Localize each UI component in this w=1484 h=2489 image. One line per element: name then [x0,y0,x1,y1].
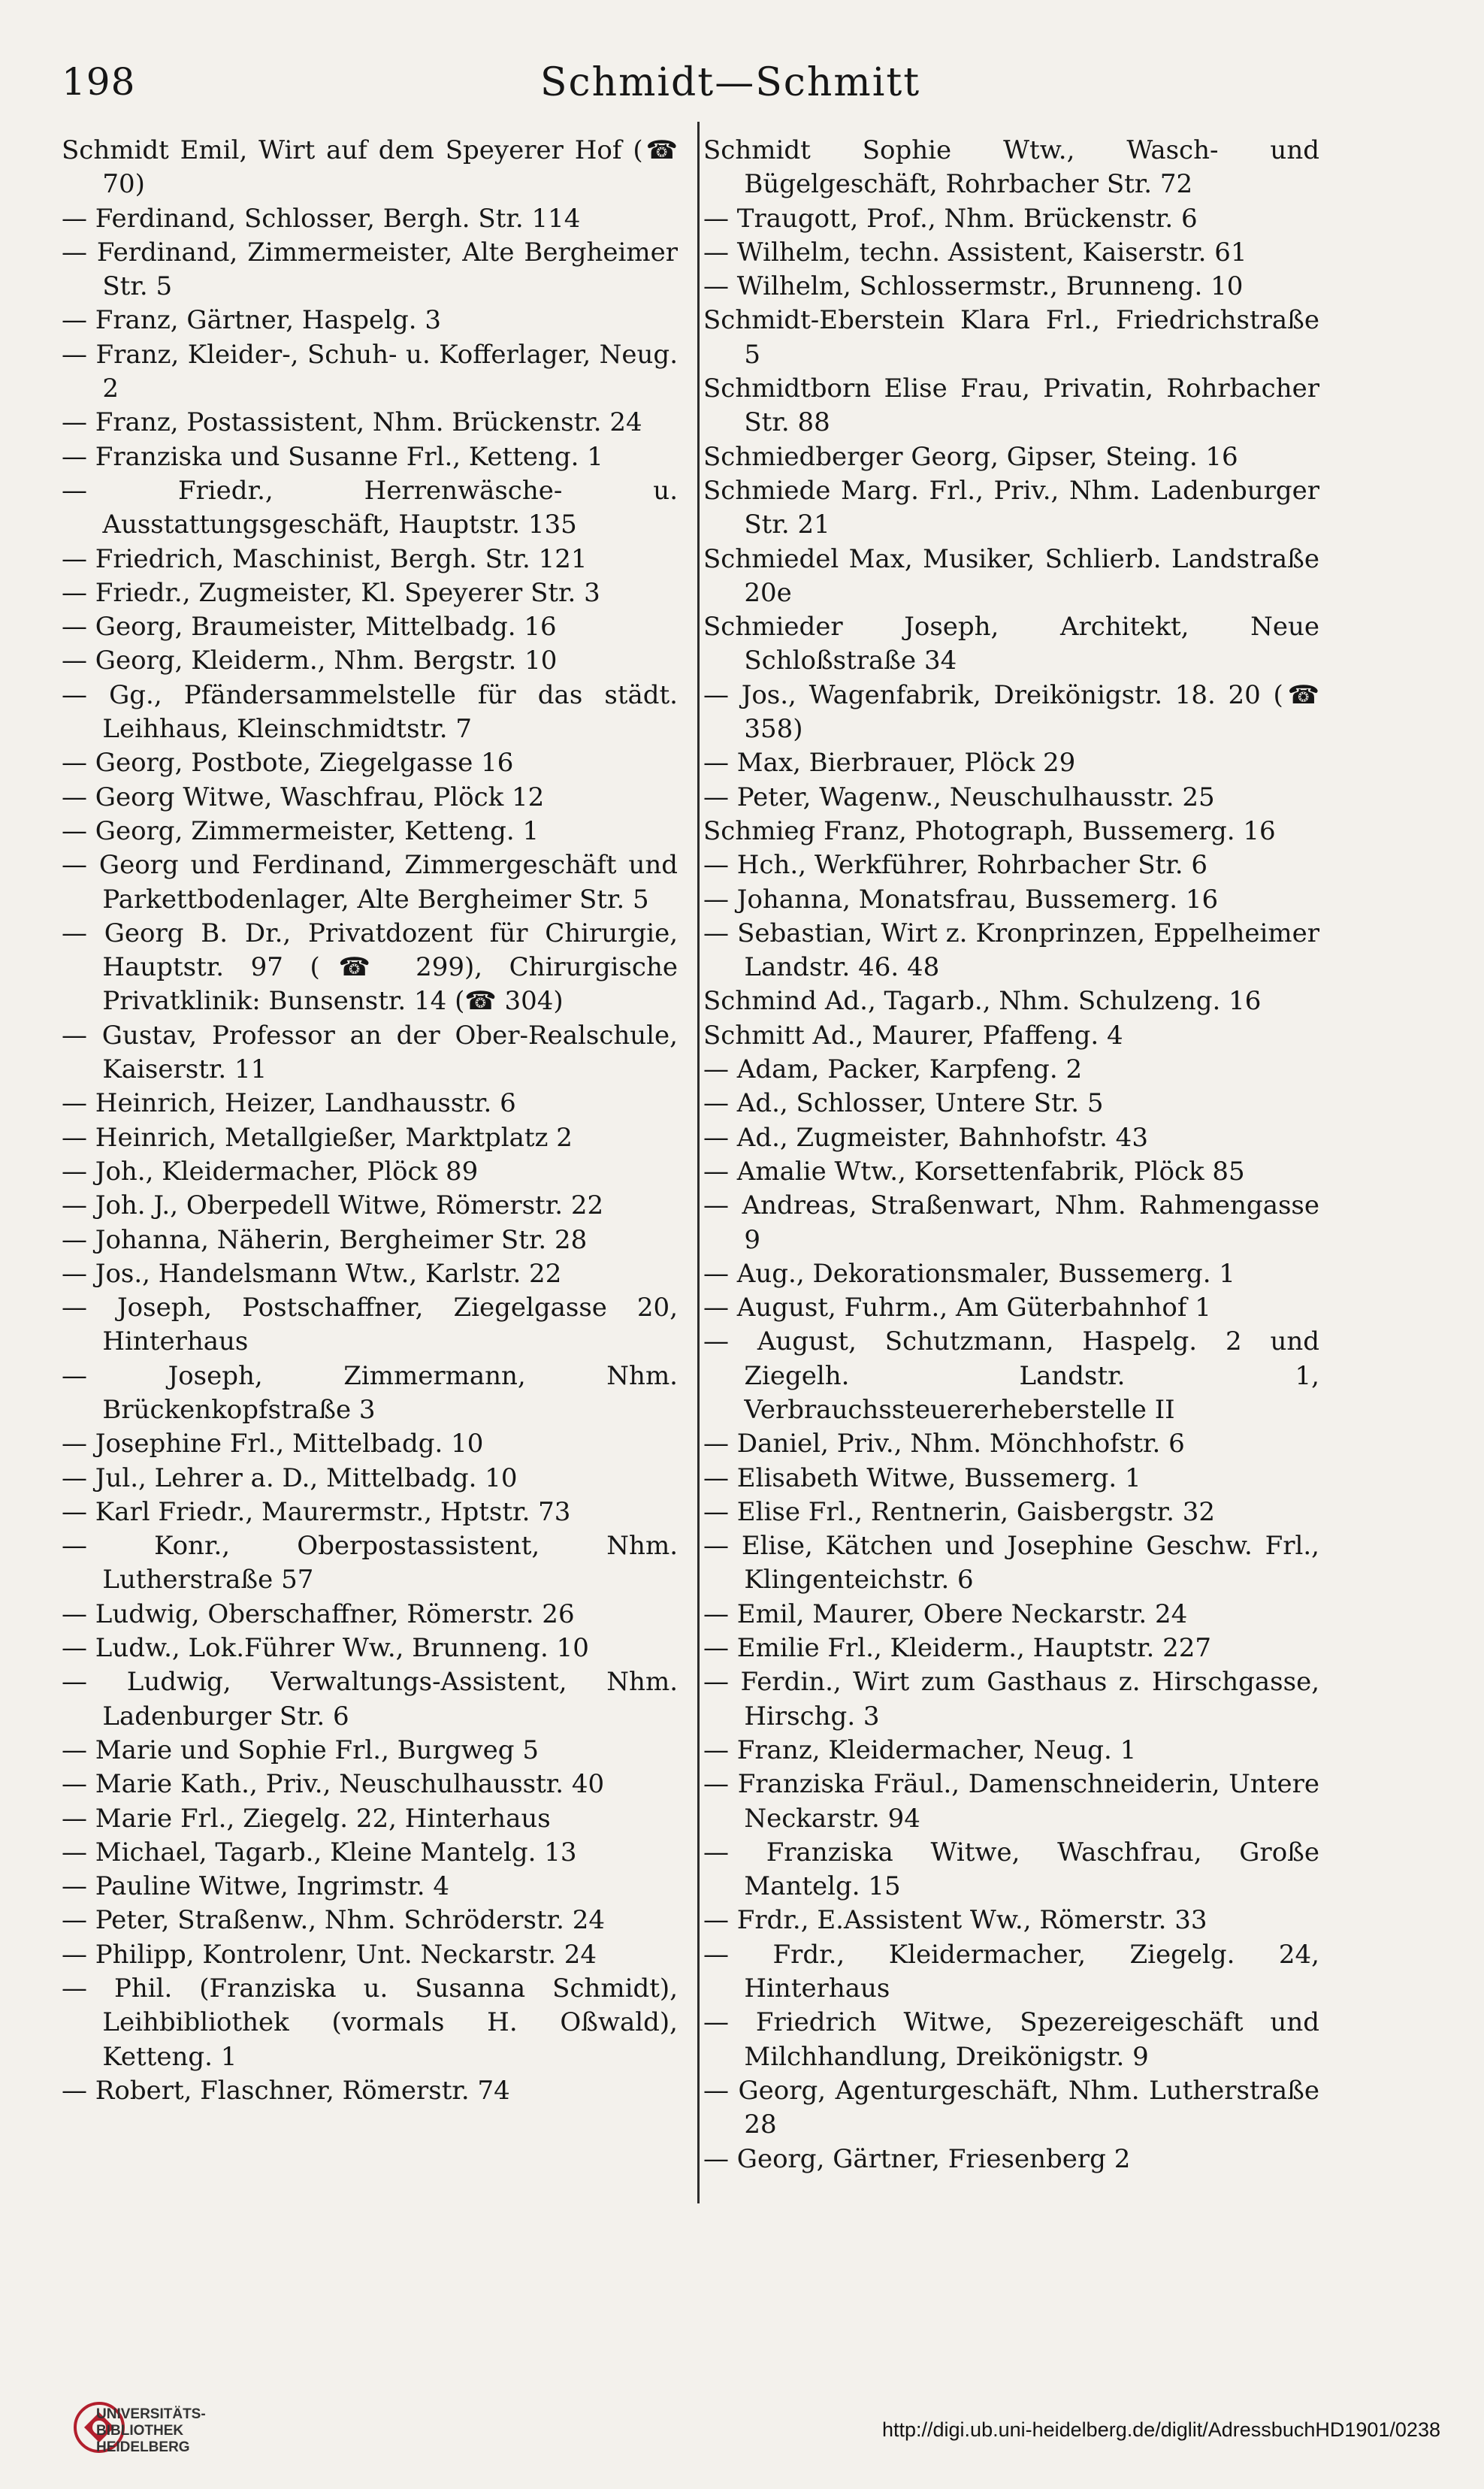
directory-entry: Schmieder Joseph, Architekt, Neue Schloßstraße 34 [703,612,1319,676]
page-header [62,53,1399,113]
directory-entry: — Johanna, Monatsfrau, Bussemerg. 16 [703,884,1219,915]
directory-entry: — Konr., Oberpostassistent, Nhm. Lutherstraße 57 [62,1531,678,1595]
directory-entry: — Gustav, Professor an der Ober-Realschule, Kaiserstr. 11 [62,1020,678,1085]
directory-entry: Schmind Ad., Tagarb., Nhm. Schulzeng. 16 [703,986,1262,1017]
directory-entry: — Georg Witwe, Waschfrau, Plöck 12 [62,782,545,812]
right-column [703,134,1319,2176]
directory-entry: — Georg, Agenturgeschäft, Nhm. Lutherstraße 28 [703,2075,1319,2140]
directory-entry: — Phil. (Franziska u. Susanna Schmidt), Leihbibliothek (vormals H. Oßwald), Ketteng. 1 [62,1973,678,2072]
directory-entry: — Heinrich, Heizer, Landhausstr. 6 [62,1088,516,1119]
directory-entry: — Philipp, Kontrolenr, Unt. Neckarstr. 24 [62,1939,597,1970]
directory-entry: — Wilhelm, techn. Assistent, Kaiserstr. 61 [703,237,1247,268]
directory-entry: — Wilhelm, Schlossermstr., Brunneng. 10 [703,271,1244,302]
directory-entry: — Franziska Witwe, Waschfrau, Große Mantelg. 15 [703,1837,1319,1902]
directory-entry: — Frdr., Kleidermacher, Ziegelg. 24, Hinterhaus [703,1939,1319,2004]
directory-entry: Schmiede Marg. Frl., Priv., Nhm. Ladenburger Str. 21 [703,475,1319,540]
directory-entry: Schmitt Ad., Maurer, Pfaffeng. 4 [703,1020,1123,1051]
directory-entry: — Georg, Kleiderm., Nhm. Bergstr. 10 [62,646,558,676]
directory-entry: — Friedr., Herrenwäsche- u. Ausstattungsgeschäft, Hauptstr. 135 [62,475,678,540]
directory-entry: — Gg., Pfändersammelstelle für das städt. Leihhaus, Kleinschmidtstr. 7 [62,679,678,745]
directory-entry: — Michael, Tagarb., Kleine Mantelg. 13 [62,1837,577,1868]
directory-entry: — Hch., Werkführer, Rohrbacher Str. 6 [703,850,1207,881]
directory-entry: — Ferdinand, Schlosser, Bergh. Str. 114 [62,203,581,234]
directory-entry: — Karl Friedr., Maurermstr., Hptstr. 73 [62,1496,571,1527]
directory-entry: — Pauline Witwe, Ingrimstr. 4 [62,1871,449,1902]
directory-entry: — Ludw., Lok.Führer Ww., Brunneng. 10 [62,1633,589,1664]
directory-entry: — Franz, Gärtner, Haspelg. 3 [62,305,441,336]
directory-entry: Schmidt Sophie Wtw., Wasch- und Bügelgeschäft, Rohrbacher Str. 72 [703,135,1319,200]
directory-entry: — August, Schutzmann, Haspelg. 2 und Ziegelh. Landstr. 1, Verbrauchssteuererheberstelle II [703,1326,1319,1425]
directory-entry: Schmiedel Max, Musiker, Schlierb. Landstraße 20e [703,543,1319,608]
column-divider [697,122,700,2203]
footer [0,2375,1484,2489]
directory-entry: — Daniel, Priv., Nhm. Mönchhofstr. 6 [703,1429,1185,1459]
library-name-line-2: BIBLIOTHEK [96,2423,184,2439]
directory-entry: — Aug., Dekorationsmaler, Bussemerg. 1 [703,1258,1235,1289]
directory-entry: Schmidt-Eberstein Klara Frl., Friedrichstraße 5 [703,305,1319,370]
directory-entry: Schmidtborn Elise Frau, Privatin, Rohrbacher Str. 88 [703,374,1319,438]
directory-entry: — Franziska und Susanne Frl., Ketteng. 1 [62,441,603,472]
directory-entry: — Ludwig, Verwaltungs-Assistent, Nhm. Ladenburger Str. 6 [62,1667,678,1731]
directory-entry: — Robert, Flaschner, Römerstr. 74 [62,2075,510,2106]
directory-entry: — Adam, Packer, Karpfeng. 2 [703,1054,1083,1085]
directory-entry: — Andreas, Straßenwart, Nhm. Rahmengasse 9 [703,1190,1319,1255]
directory-entry: Schmiedberger Georg, Gipser, Steing. 16 [703,441,1238,472]
directory-entry: — Franz, Kleidermacher, Neug. 1 [703,1734,1137,1765]
directory-entry: — Traugott, Prof., Nhm. Brückenstr. 6 [703,203,1198,234]
source-url[interactable]: http://digi.ub.uni-heidelberg.de/diglit/AdressbuchHD1901/0238 [881,2418,1440,2441]
directory-entry: — Franz, Postassistent, Nhm. Brückenstr. 24 [62,407,642,438]
directory-entry: — Emilie Frl., Kleiderm., Hauptstr. 227 [703,1633,1212,1664]
directory-entry: — Ferdin., Wirt zum Gasthaus z. Hirschgasse, Hirschg. 3 [703,1667,1319,1731]
directory-entry: — Friedr., Zugmeister, Kl. Speyerer Str. 3 [62,577,600,608]
directory-entry: — Jul., Lehrer a. D., Mittelbadg. 10 [62,1462,518,1493]
directory-entry: — Peter, Wagenw., Neuschulhausstr. 25 [703,782,1215,812]
directory-entry: — Georg B. Dr., Privatdozent für Chirurgie, Hauptstr. 97 (☎ 299), Chirurgische Privatklinik: Bunsenstr. 14 (☎ 304) [62,918,678,1017]
directory-entry: — Peter, Straßenw., Nhm. Schröderstr. 24 [62,1905,605,1936]
directory-entry: — Amalie Wtw., Korsettenfabrik, Plöck 85 [703,1156,1245,1187]
directory-entry: — Joseph, Postschaffner, Ziegelgasse 20, Hinterhaus [62,1293,678,1357]
directory-entry: — Georg, Braumeister, Mittelbadg. 16 [62,612,557,643]
directory-entry: — Sebastian, Wirt z. Kronprinzen, Eppelheimer Landstr. 46. 48 [703,918,1319,983]
running-title: Schmidt—Schmitt [539,60,921,105]
directory-entry: — Marie und Sophie Frl., Burgweg 5 [62,1734,539,1765]
directory-entry: — Friedrich Witwe, Spezereigeschäft und Milchhandlung, Dreikönigstr. 9 [703,2007,1319,2072]
directory-entry: — Ad., Zugmeister, Bahnhofstr. 43 [703,1122,1148,1153]
library-name [96,2406,206,2456]
directory-entry: — Ludwig, Oberschaffner, Römerstr. 26 [62,1598,575,1629]
directory-entry: — Emil, Maurer, Obere Neckarstr. 24 [703,1598,1188,1629]
directory-entry: — Georg, Gärtner, Friesenberg 2 [703,2143,1131,2174]
directory-entry: — Georg und Ferdinand, Zimmergeschäft und Parkettbodenlager, Alte Bergheimer Str. 5 [62,850,678,915]
page-number: 198 [62,60,136,104]
directory-entry: — Georg, Zimmermeister, Ketteng. 1 [62,815,539,846]
directory-entry: — Marie Kath., Priv., Neuschulhausstr. 40 [62,1769,605,1800]
library-name-line-3: HEIDELBERG [96,2439,190,2455]
directory-entry: — Joh. J., Oberpedell Witwe, Römerstr. 22 [62,1190,604,1221]
left-column [62,134,678,2108]
directory-entry: — Johanna, Näherin, Bergheimer Str. 28 [62,1224,588,1255]
directory-entry: — Max, Bierbrauer, Plöck 29 [703,748,1076,779]
directory-entry: — Georg, Postbote, Ziegelgasse 16 [62,748,514,779]
directory-entry: — Franz, Kleider-, Schuh- u. Kofferlager, Neug. 2 [62,339,678,404]
directory-entry: — Franziska Fräul., Damenschneiderin, Untere Neckarstr. 94 [703,1769,1319,1834]
directory-entry: — Heinrich, Metallgießer, Marktplatz 2 [62,1122,573,1153]
directory-entry: — Friedrich, Maschinist, Bergh. Str. 121 [62,543,588,574]
directory-entry: — Jos., Handelsmann Wtw., Karlstr. 22 [62,1258,562,1289]
directory-entry: — August, Fuhrm., Am Güterbahnhof 1 [703,1293,1211,1323]
directory-entry: — Elise, Kätchen und Josephine Geschw. Frl., Klingenteichstr. 6 [703,1531,1319,1595]
directory-entry: — Joseph, Zimmermann, Nhm. Brückenkopfstraße 3 [62,1360,678,1425]
directory-entry: — Elisabeth Witwe, Bussemerg. 1 [703,1462,1141,1493]
directory-entry: Schmidt Emil, Wirt auf dem Speyerer Hof (☎ 70) [62,135,678,200]
directory-entry: — Elise Frl., Rentnerin, Gaisbergstr. 32 [703,1496,1215,1527]
directory-entry: — Ferdinand, Zimmermeister, Alte Bergheimer Str. 5 [62,237,678,302]
library-name-line-1: UNIVERSITÄTS- [96,2406,206,2422]
directory-entry: — Josephine Frl., Mittelbadg. 10 [62,1429,484,1459]
directory-entry: — Marie Frl., Ziegelg. 22, Hinterhaus [62,1803,551,1834]
directory-entry: — Jos., Wagenfabrik, Dreikönigstr. 18. 20 (☎ 358) [703,679,1319,745]
directory-entry: — Joh., Kleidermacher, Plöck 89 [62,1156,479,1187]
directory-entry: Schmieg Franz, Photograph, Bussemerg. 16 [703,815,1276,846]
directory-entry: — Frdr., E.Assistent Ww., Römerstr. 33 [703,1905,1207,1936]
directory-entry: — Ad., Schlosser, Untere Str. 5 [703,1088,1104,1119]
